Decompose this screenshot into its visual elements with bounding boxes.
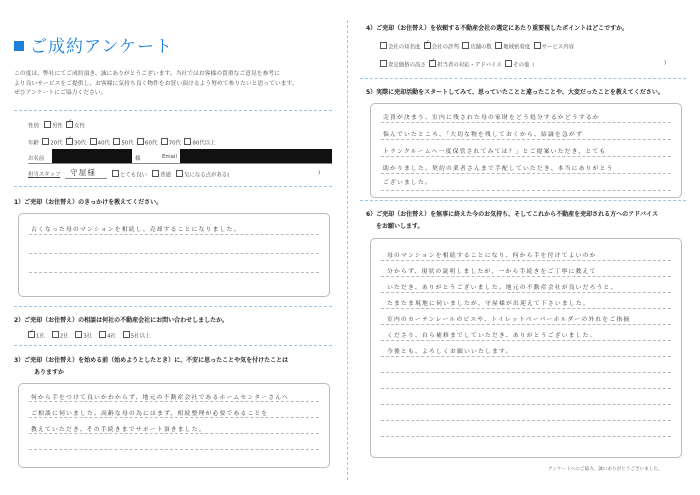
q4-option: 会社の評判 (431, 44, 459, 51)
ruled-line (381, 324, 671, 325)
ruled-line (381, 308, 671, 309)
footer-thanks: アンケートへのご協力、誠にありがとうございました。 (548, 467, 663, 472)
answer-box-1[interactable] (18, 213, 330, 297)
ruled-line (381, 420, 671, 421)
q4-option: サービス内容 (541, 44, 574, 51)
age-checkbox[interactable] (66, 138, 73, 145)
q4-checkbox[interactable] (380, 42, 387, 49)
q2-option: 1社 (36, 333, 45, 340)
ruled-line (381, 276, 671, 277)
q4-option: 担当者の対応・アドバイス (437, 62, 502, 69)
name-underline (28, 163, 332, 164)
ruled-line (381, 340, 671, 341)
ruled-line (381, 122, 671, 123)
rating-close-paren: ) (318, 170, 321, 176)
rating-checkbox[interactable] (176, 170, 183, 177)
ruled-line (29, 433, 319, 434)
q4-option: その他（ (513, 62, 535, 69)
question-5: 5）実際に売却活動をスタートしてみて、思っていたことと違ったことや、大変だったことを教えてください。 (366, 89, 664, 96)
gender-option: 女性 (74, 123, 85, 130)
answer-6-line: くださり、自ら補修までしていただき、ありがとうございました。 (387, 333, 597, 339)
section-divider (14, 345, 332, 346)
page-title (14, 32, 173, 57)
email-redaction (180, 149, 332, 163)
rating-row (112, 170, 229, 179)
ruled-line (29, 401, 319, 402)
ruled-line (29, 234, 319, 235)
age-row (28, 138, 216, 147)
gender-row (28, 121, 85, 130)
age-checkbox[interactable] (90, 138, 97, 145)
intro-line: ぜひアンケートにご協力ください。 (14, 90, 107, 96)
rating-option: とても良い (120, 172, 147, 179)
answer-6-line: いただき、ありがとうございました。地元の不動産会社が良いだろうと、 (387, 285, 618, 291)
answer-6-line: 分からず、現状の説明しましたが、一から手続きをご丁寧に教えて (387, 269, 597, 275)
age-option: 30代 (73, 140, 87, 147)
q2-option: 4社 (107, 333, 116, 340)
question-2: 2）ご売却（お住替え）の相談は何社の不動産会社にお問い合わせしましたか。 (14, 317, 229, 324)
column-divider (347, 20, 348, 480)
ruled-line (381, 404, 671, 405)
q2-option: 2社 (59, 333, 69, 340)
q2-options (28, 331, 150, 340)
answer-6-line: たまたま現地に伺いましたが、守屋様が出迎えて下さいました。 (387, 301, 590, 307)
q4-checkbox[interactable] (534, 42, 541, 49)
q2-checkbox[interactable] (52, 331, 59, 338)
section-divider (14, 306, 332, 307)
section-divider (360, 78, 686, 79)
email-label: Email (162, 154, 177, 160)
ruled-line (381, 388, 671, 389)
rating-open-paren: ( (227, 172, 230, 179)
gender-label: 性別 (28, 123, 39, 130)
q4-option: 査定価格の高さ (388, 62, 426, 69)
question-6-cont: をお願いします。 (376, 223, 424, 230)
age-option: 20代 (50, 140, 63, 147)
question-4: 4）ご売却（お住替え）を依頼する不動産会社の選定にあたり重要視したポイントはどこですか。 (366, 25, 629, 32)
answer-5-line: 助かりました。契約の業者さんまで手配していただき、本当にありがとう (383, 166, 614, 172)
age-option: 40代 (97, 140, 110, 147)
question-6: 6）ご売却（お住替え）を無事に終えた今のお気持ち、そしてこれから不動産を売却される方へのアドバイス (366, 211, 658, 218)
age-option: 50代 (121, 140, 134, 147)
answer-box-3[interactable] (18, 383, 330, 468)
q4-option: 会社の知名度 (388, 44, 421, 51)
gender-male-checkbox[interactable] (44, 121, 51, 128)
gender-option: 男性 (51, 123, 63, 130)
answer-5-line: トランクルームへ一度保管されてみては？」とご提案いただき、とても (383, 149, 607, 155)
name-redaction (52, 149, 132, 163)
age-checkbox[interactable] (184, 138, 191, 145)
section-divider (14, 186, 332, 187)
q4-checkbox[interactable] (424, 42, 431, 49)
ruled-line (381, 156, 671, 157)
ruled-line (29, 272, 319, 273)
answer-5-line: 悩んでいたところ、「大切な物を残しておくから、結論を急がず (383, 132, 584, 138)
answer-box-5[interactable] (370, 103, 682, 198)
q2-option: 5社以上 (130, 333, 151, 340)
answer-3-line: 教えていただき、その手続きまでサポート頂きました。 (31, 427, 206, 433)
title-square-icon (14, 41, 24, 51)
ruled-line (381, 139, 671, 140)
answer-5-line: ございました。 (383, 180, 432, 186)
age-checkbox[interactable] (161, 138, 168, 145)
intro-line: この度は、弊社にてご成約頂き、誠にありがとうございます。当社ではお客様の貴重なご意見を参考に (14, 71, 280, 77)
intro-divider (14, 110, 332, 111)
section-divider (360, 200, 686, 201)
intro-text (14, 70, 332, 99)
question-3: 3）ご売却（お住替え）を始める前（始めようとしたとき）に、不安に思ったことや気を付けたことは (14, 357, 289, 364)
question-1: 1）ご売却（お住替え）のきっかけを教えてください。 (14, 199, 163, 206)
q2-option: 3社 (83, 333, 93, 340)
q4-close-paren: ) (664, 60, 667, 66)
answer-5-line: 売買が決まり、室内に残された母の家財をどう処分するかどうするか (383, 115, 600, 121)
rating-checkbox[interactable] (152, 170, 159, 177)
ruled-line (381, 190, 671, 191)
answer-3-line: ご相談に伺いました。高齢な母の為にはまず、相続整理が必要であることを (31, 411, 269, 417)
age-checkbox[interactable] (113, 138, 120, 145)
gender-female-checkbox[interactable] (66, 121, 73, 128)
q2-checkbox[interactable] (75, 331, 82, 338)
ruled-line (381, 372, 671, 373)
q4-checkbox[interactable] (505, 60, 512, 67)
answer-6-line: 母のマンションを相続することになり、何から手を付けてよいのか (387, 253, 597, 259)
q2-checkbox[interactable] (28, 331, 35, 338)
name-label: お名前 (28, 156, 45, 162)
q4-checkbox[interactable] (495, 42, 502, 49)
rating-checkbox[interactable] (112, 170, 119, 177)
q4-option: 地域密着度 (503, 44, 531, 51)
age-checkbox[interactable] (42, 138, 49, 145)
staff-underline (65, 178, 107, 179)
ruled-line (381, 292, 671, 293)
age-option: 70代 (168, 140, 182, 147)
q4-option: 店舗の数 (470, 44, 492, 51)
age-checkbox[interactable] (137, 138, 144, 145)
answer-6-line: 今後とも、よろしくお願いいたします。 (387, 349, 513, 355)
answer-1-line: 古くなった母のマンションを相続し、売却することになりました。 (31, 227, 241, 233)
page-title-text: ご成約アンケート (30, 37, 173, 57)
ruled-line (381, 260, 671, 261)
rating-option: 普通 (160, 172, 171, 179)
question-3-cont: ありますか (34, 369, 65, 376)
answer-3-line: 何から手をつけて良いかわからず、地元の不動産会社であるホームセンターさんへ (31, 395, 290, 401)
answer-box-6[interactable] (370, 238, 682, 458)
age-option: 80代以上 (192, 140, 216, 147)
ruled-line (381, 436, 671, 437)
answer-6-line: 室内のカーテンレールのビスや、トイレットペーパーホルダーの外れをご指摘 (387, 317, 631, 323)
q4-checkbox[interactable] (380, 60, 387, 67)
ruled-line (29, 417, 319, 418)
ruled-line (29, 253, 319, 254)
rating-option: 気になる点がある (184, 172, 228, 179)
staff-label: 担当スタッフ (28, 172, 61, 178)
q2-checkbox[interactable] (123, 331, 130, 338)
q4-checkbox[interactable] (462, 42, 469, 49)
age-label: 年齢 (28, 140, 39, 147)
q4-options-row2 (380, 60, 535, 69)
intro-line: より良いサービスをご提供し、お客様に気持ち良く物件をお買い頂けるよう努めて参りたいと思っています。 (14, 80, 298, 87)
ruled-line (381, 173, 671, 174)
q2-checkbox[interactable] (99, 331, 106, 338)
ruled-line (381, 356, 671, 357)
q4-checkbox[interactable] (429, 60, 436, 67)
name-suffix: 様 (135, 156, 141, 162)
ruled-line (29, 449, 319, 450)
age-option: 60代 (145, 140, 158, 147)
staff-name: 守屋様 (70, 168, 97, 177)
q4-options-row1 (380, 42, 574, 51)
